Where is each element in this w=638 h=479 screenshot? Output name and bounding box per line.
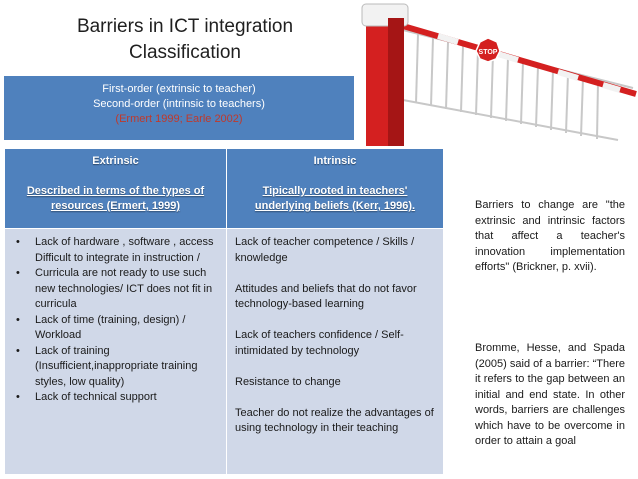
- extrinsic-header: [5, 149, 227, 229]
- table-header-row: [5, 149, 444, 229]
- barriers-table: [4, 148, 444, 475]
- spacer: [235, 313, 435, 329]
- side-note-brickner: Barriers to change are "the extrinsic and intrinsic factors that affect a teacher's innovation implementation efforts" (Brickner, p. xvii).: [475, 199, 625, 273]
- extrinsic-subheading: Described in terms of the types of resources (Ermert, 1999): [26, 185, 205, 212]
- intrinsic-heading: Intrinsic: [313, 155, 357, 167]
- intrinsic-item: Attitudes and beliefs that do not favor technology-based learning: [235, 282, 417, 310]
- table-body-row: [5, 229, 444, 475]
- list-item: • Lack of training (Insufficient,inappropriate training styles, low quality): [13, 344, 218, 391]
- classification-reference: (Ermert 1999; Earle 2002): [115, 113, 243, 125]
- barrier-arm: [403, 26, 636, 94]
- slide-title: [40, 14, 330, 66]
- intrinsic-item: Lack of teachers confidence / Self-intimidated by technology: [235, 329, 404, 357]
- intrinsic-cell: [227, 229, 444, 475]
- side-note-bromme: Bromme, Hesse, and Spada (2005) said of a barrier: “There it refers to the gap between an initial and end state. In other words, barriers are challenges which have to be overcome in order to attain a goal: [475, 342, 625, 447]
- intrinsic-subheading: Tipically rooted in teachers' underlying beliefs (Kerr, 1996).: [254, 185, 416, 212]
- stop-sign-text: STOP: [478, 49, 498, 56]
- classification-box: [4, 76, 354, 140]
- barrier-post: [362, 4, 408, 146]
- extrinsic-cell: [5, 229, 227, 475]
- intrinsic-item: Resistance to change: [235, 375, 341, 388]
- intrinsic-header: [227, 149, 444, 229]
- list-item: • Lack of technical support: [13, 390, 218, 406]
- extrinsic-heading: Extrinsic: [92, 155, 139, 167]
- intrinsic-item: Teacher do not realize the advantages of using technology in their teaching: [235, 406, 434, 434]
- list-item: • Curricula are not ready to use such new technologies/ ICT does not fit in curricula: [13, 266, 218, 313]
- second-order-text: Second-order (intrinsic to teachers): [93, 98, 265, 110]
- title-line-2: Classification: [129, 42, 241, 63]
- spacer: [235, 359, 435, 375]
- list-item: • Lack of hardware , software , access Difficult to integrate in instruction /: [13, 235, 218, 266]
- stop-sign-icon: [476, 38, 500, 62]
- list-item: • Lack of time (training, design) / Workload: [13, 313, 218, 344]
- title-line-1: Barriers in ICT integration: [76, 16, 294, 37]
- intrinsic-item: Lack of teacher competence / Skills / knowledge: [235, 236, 415, 264]
- spacer: [235, 390, 435, 406]
- extrinsic-list: [13, 235, 218, 406]
- stop-barrier-illustration: [348, 0, 638, 150]
- spacer: [235, 266, 435, 282]
- first-order-text: First-order (extrinsic to teacher): [102, 83, 256, 95]
